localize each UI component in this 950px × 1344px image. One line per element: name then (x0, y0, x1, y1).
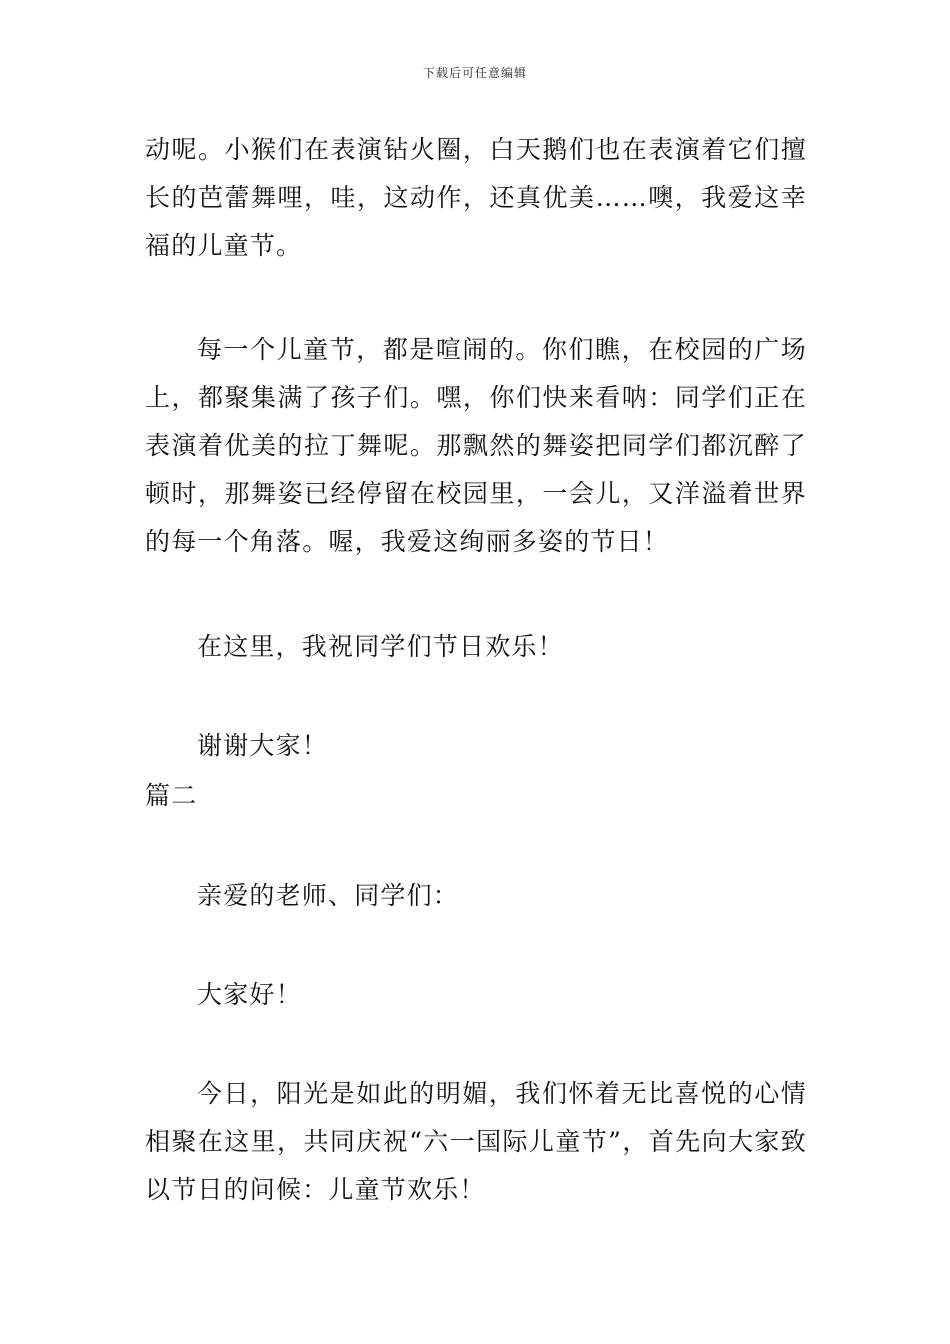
paragraph-today-sunshine: 今日，阳光是如此的明媚，我们怀着无比喜悦的心情相聚在这里，共同庆祝“六一国际儿童节”，首先向大家致以节日的问候：儿童节欢乐！ (145, 1079, 807, 1204)
paragraph-salutation: 亲爱的老师、同学们： (197, 881, 460, 910)
page-header: 下载后可任意编辑 (422, 66, 527, 80)
paragraph-hello: 大家好！ (197, 980, 302, 1009)
paragraph-thanks: 谢谢大家！ (197, 731, 329, 760)
paragraph-continuation: 动呢。小猴们在表演钻火圈，白天鹅们也在表演着它们擅长的芭蕾舞哩，哇，这动作，还真优美……噢，我爱这幸福的儿童节。 (145, 135, 807, 260)
section-heading: 篇二 (145, 781, 198, 810)
paragraph-greeting-wishes: 在这里，我祝同学们节日欢乐！ (197, 632, 564, 661)
paragraph-every-childrens-day: 每一个儿童节，都是喧闹的。你们瞧，在校园的广场上，都聚集满了孩子们。嘿，你们快来看呐：同学们正在表演着优美的拉丁舞呢。那飘然的舞姿把同学们都沉醉了顿时，那舞姿已经停留在校园里，一会儿，又洋溢着世界的每一个角落。喔，我爱这绚丽多姿的节日！ (145, 335, 807, 556)
